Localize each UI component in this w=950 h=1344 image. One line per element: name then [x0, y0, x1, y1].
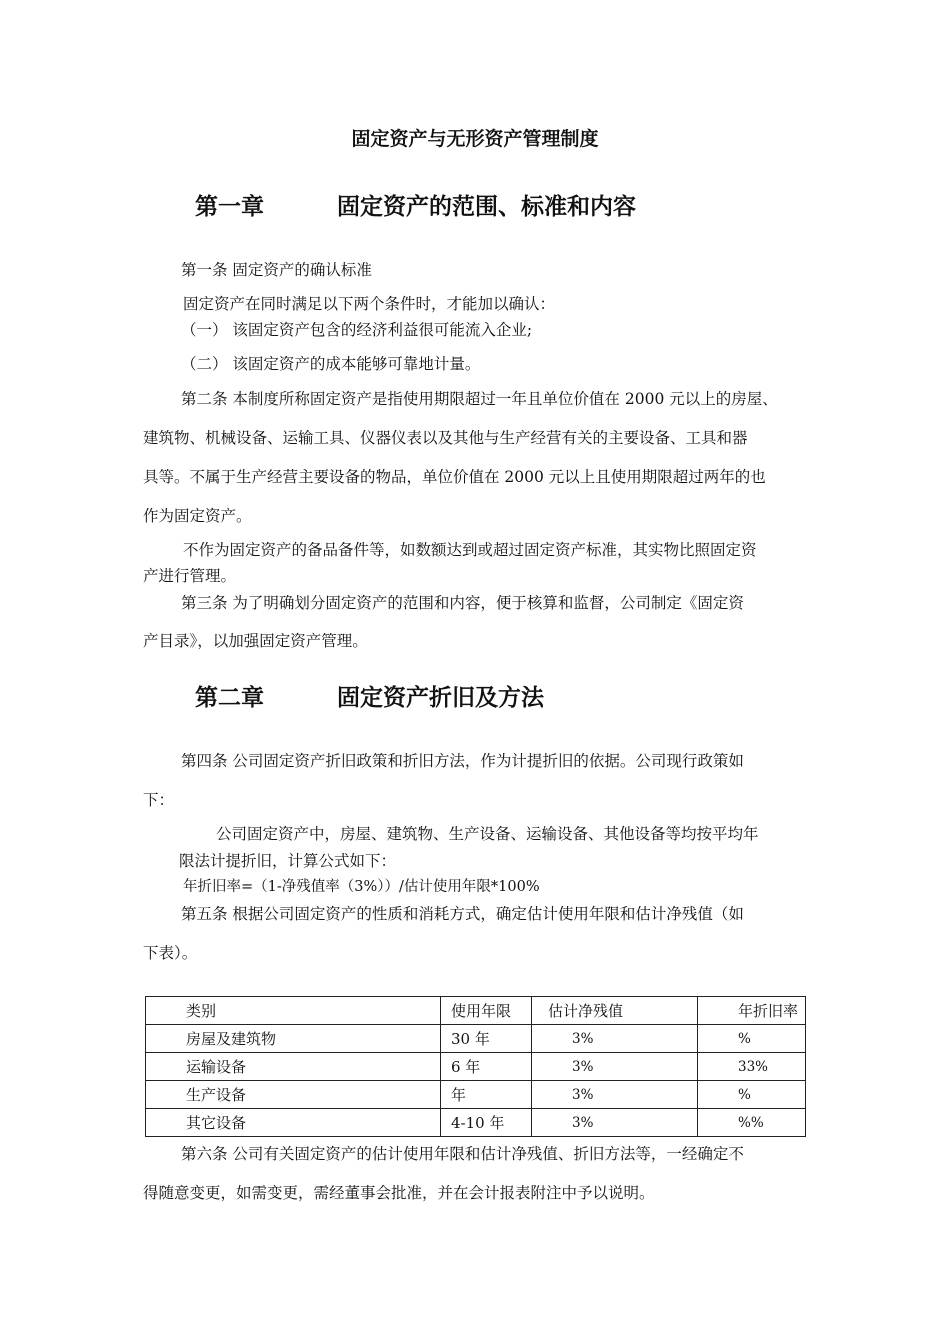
- article-1-condition-2: （二） 该固定资产的成本能够可靠地计量。: [181, 355, 481, 373]
- article-6-line-2: 得随意变更，如需变更，需经董事会批准，并在会计报表附注中予以说明。: [143, 1184, 655, 1202]
- table-header-row: [146, 997, 806, 1025]
- table-cell: 运输设备: [146, 1053, 441, 1081]
- article-4-line-2: 下：: [143, 791, 175, 809]
- table-header-cell: 年折旧率: [698, 997, 806, 1025]
- article-5-line-1: 第五条 根据公司固定资产的性质和消耗方式，确定估计使用年限和估计净残值（如: [181, 905, 744, 923]
- article-2-line-1: 第二条 本制度所称固定资产是指使用期限超过一年且单位价值在 2000 元以上的房屋、: [181, 390, 778, 408]
- table-cell: 6 年: [441, 1053, 532, 1081]
- chapter-2-title: 固定资产折旧及方法: [337, 684, 544, 711]
- chapter-1-title: 固定资产的范围、标准和内容: [337, 193, 636, 220]
- article-2-note-line-1: 不作为固定资产的备品备件等，如数额达到或超过固定资产标准，其实物比照固定资: [183, 541, 757, 559]
- article-1-condition-1: （一） 该固定资产包含的经济利益很可能流入企业;: [181, 321, 533, 339]
- table-row: [146, 1025, 806, 1053]
- table-cell: 其它设备: [146, 1109, 441, 1137]
- article-2-line-4: 作为固定资产。: [143, 507, 252, 525]
- article-4-line-1: 第四条 公司固定资产折旧政策和折旧方法，作为计提折旧的依据。公司现行政策如: [181, 752, 744, 770]
- article-1-intro: 固定资产在同时满足以下两个条件时，才能加以确认：: [183, 295, 556, 313]
- table-cell: 3%: [532, 1109, 698, 1137]
- article-4-policy-line-1: 公司固定资产中，房屋、建筑物、生产设备、运输设备、其他设备等均按平均年: [216, 825, 759, 843]
- table-header-cell: 使用年限: [441, 997, 532, 1025]
- table-cell: %%: [698, 1109, 806, 1137]
- chapter-1-heading: [195, 188, 636, 221]
- article-1-heading: 第一条 固定资产的确认标准: [181, 261, 372, 279]
- table-cell: 3%: [532, 1081, 698, 1109]
- table-row: [146, 1109, 806, 1137]
- table-header-cell: 估计净残值: [532, 997, 698, 1025]
- table-row: [146, 1081, 806, 1109]
- depreciation-formula: 年折旧率=（1-净残值率（3%））/估计使用年限*100%: [183, 879, 540, 895]
- chapter-1-number: 第一章: [195, 193, 264, 220]
- table-row: [146, 1053, 806, 1081]
- article-3-line-2: 产目录》，以加强固定资产管理。: [143, 632, 368, 650]
- table-cell: 房屋及建筑物: [146, 1025, 441, 1053]
- table-cell: 3%: [532, 1025, 698, 1053]
- article-4-policy-line-2: 限法计提折旧，计算公式如下：: [179, 852, 397, 870]
- depreciation-table: [145, 996, 806, 1137]
- article-2-line-3: 具等。不属于生产经营主要设备的物品，单位价值在 2000 元以上且使用期限超过两年的也: [143, 468, 766, 486]
- article-3-line-1: 第三条 为了明确划分固定资产的范围和内容，便于核算和监督，公司制定《固定资: [181, 594, 744, 612]
- table-cell: 4-10 年: [441, 1109, 532, 1137]
- document-title: 固定资产与无形资产管理制度: [351, 128, 599, 150]
- article-5-line-2: 下表）。: [143, 944, 198, 962]
- article-2-note-line-2: 产进行管理。: [143, 567, 237, 585]
- article-2-line-2: 建筑物、机械设备、运输工具、仪器仪表以及其他与生产经营有关的主要设备、工具和器: [143, 429, 748, 447]
- table-cell: %: [698, 1025, 806, 1053]
- table-cell: 生产设备: [146, 1081, 441, 1109]
- article-6-line-1: 第六条 公司有关固定资产的估计使用年限和估计净残值、折旧方法等，一经确定不: [181, 1145, 744, 1163]
- table-cell: 33%: [698, 1053, 806, 1081]
- table-cell: 年: [441, 1081, 532, 1109]
- table-cell: 3%: [532, 1053, 698, 1081]
- table-header-cell: 类别: [146, 997, 441, 1025]
- chapter-2-heading: [195, 679, 544, 712]
- table-cell: 30 年: [441, 1025, 532, 1053]
- chapter-2-number: 第二章: [195, 684, 264, 711]
- table-cell: %: [698, 1081, 806, 1109]
